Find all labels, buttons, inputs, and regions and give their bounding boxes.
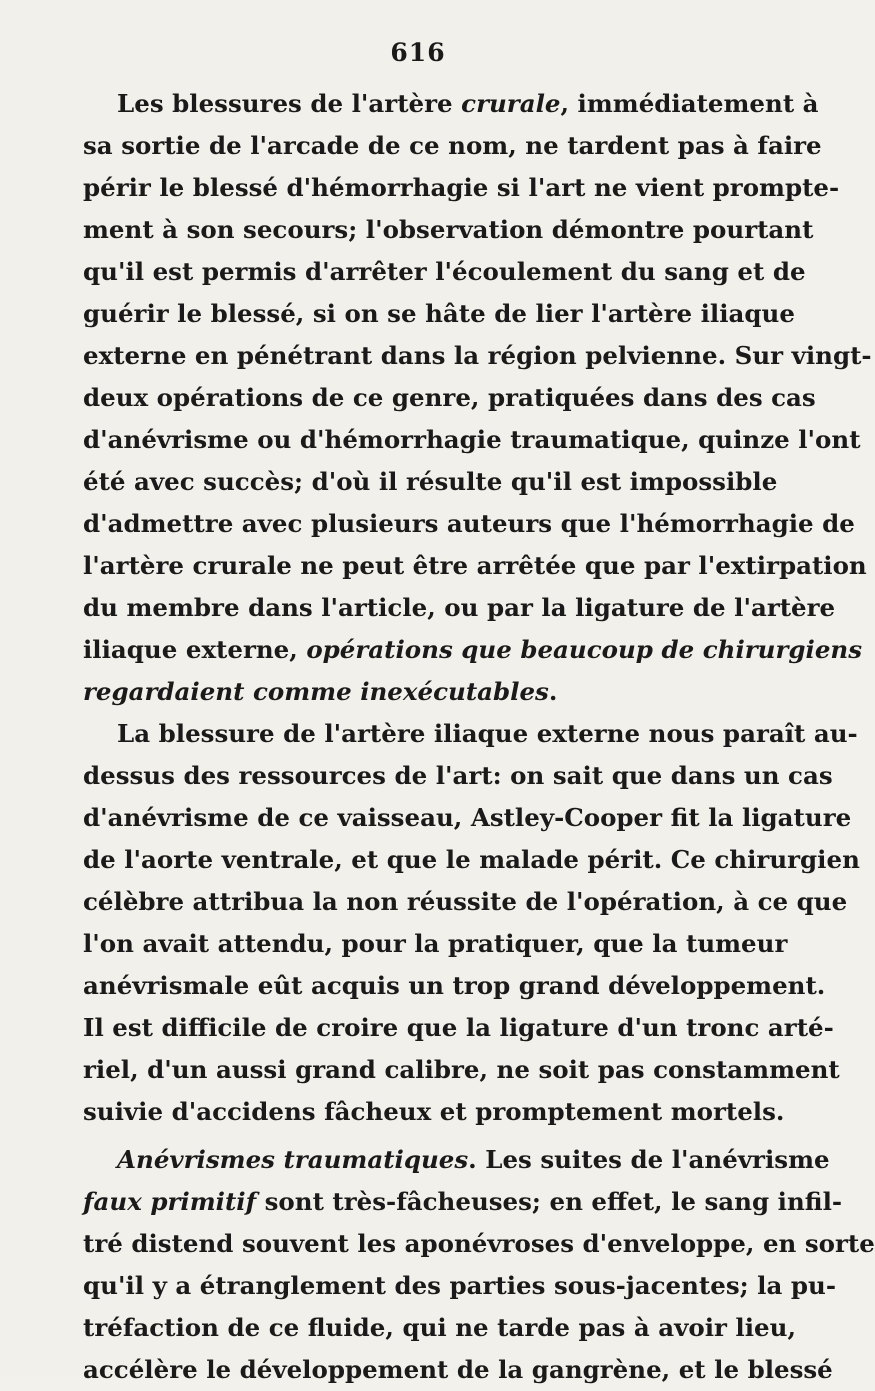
text-line [83,671,759,713]
text-line [83,923,788,965]
text-run: deux opérations de ce genre, pratiquées dans des cas [83,383,816,412]
text-run: La blessure de l'artère iliaque externe nous paraît au- [117,719,858,748]
text-run: qu'il est permis d'arrêter l'écoulement du sang et de [83,257,806,286]
text-run: d'anévrisme de ce vaisseau, Astley-Cooper fit la ligature [83,803,852,832]
text-run: Les blessures de l'artère [117,89,462,118]
text-run: du membre dans l'article, ou par la ligature de l'artère [83,593,836,622]
text-line [83,629,863,671]
text-line [83,881,848,923]
text-line [83,419,861,461]
text-run: iliaque externe, [83,635,307,664]
text-run: tré distend souvent les aponévroses d'enveloppe, en sorte [83,1229,875,1258]
text-run: . Les suites de l'anévrisme [468,1145,830,1174]
text-line [83,1265,837,1307]
text-line [83,797,852,839]
text-line [83,293,795,335]
text-line [83,167,840,209]
italic-text: Anévrismes traumatiques [117,1145,469,1174]
text-line [83,335,872,377]
text-line [83,587,836,629]
text-run: Il est difficile de croire que la ligature d'un tronc arté- [83,1013,834,1042]
text-line [83,83,819,125]
text-line [83,713,858,755]
text-run: suivie d'accidens fâcheux et promptement mortels. [83,1097,785,1126]
text-line [83,839,860,881]
text-line [83,545,867,587]
text-run: d'anévrisme ou d'hémorrhagie traumatique, quinze l'ont [83,425,861,454]
italic-text: crurale [461,89,561,118]
text-line [83,251,806,293]
italic-text: regardaient comme inexécutables [83,677,549,706]
text-run: sa sortie de l'arcade de ce nom, ne tardent pas à faire [83,131,822,160]
text-line [83,125,822,167]
text-run: accélère le développement de la gangrène, et le blessé [83,1355,833,1384]
text-run: d'admettre avec plusieurs auteurs que l'hémorrhagie de [83,509,855,538]
text-line [83,1049,840,1091]
text-run: dessus des ressources de l'art: on sait que dans un cas [83,761,833,790]
body-text [83,83,875,1391]
text-run: . [548,677,558,706]
text-line [83,1139,830,1181]
text-run: été avec succès; d'où il résulte qu'il est impossible [83,467,778,496]
text-run: qu'il y a étranglement des parties sous-jacentes; la pu- [83,1271,837,1300]
text-run: célèbre attribua la non réussite de l'opération, à ce que [83,887,848,916]
text-run: tréfaction de ce fluide, qui ne tarde pas à avoir lieu, [83,1313,796,1342]
text-line [83,209,814,251]
text-line [83,755,833,797]
text-run: ment à son secours; l'observation démontre pourtant [83,215,814,244]
text-run: riel, d'un aussi grand calibre, ne soit pas constamment [83,1055,840,1084]
text-line [83,503,855,545]
text-run: l'artère crurale ne peut être arrêtée que par l'extirpation [83,551,867,580]
text-line [83,1349,833,1391]
text-run: l'on avait attendu, pour la pratiquer, que la tumeur [83,929,788,958]
text-line [83,1091,785,1133]
text-run: , immédiatement à [560,89,819,118]
text-line [83,1223,875,1265]
italic-text: faux primitif [83,1187,257,1216]
text-run: de l'aorte ventrale, et que le malade périt. Ce chirurgien [83,845,860,874]
text-run: guérir le blessé, si on se hâte de lier l'artère iliaque [83,299,795,328]
text-run: externe en pénétrant dans la région pelvienne. Sur vingt- [83,341,872,370]
text-line [83,1007,834,1049]
text-line [83,377,816,419]
italic-text: opérations que beaucoup de chirurgiens [306,635,863,664]
text-run: périr le blessé d'hémorrhagie si l'art ne vient prompte- [83,173,840,202]
text-line [83,461,778,503]
text-run: sont très-fâcheuses; en effet, le sang infil- [256,1187,843,1216]
text-line [83,965,826,1007]
text-line [83,1181,843,1223]
text-line [83,1307,796,1349]
text-run: anévrismale eût acquis un trop grand développement. [83,971,826,1000]
page-number: 616 [390,38,446,67]
